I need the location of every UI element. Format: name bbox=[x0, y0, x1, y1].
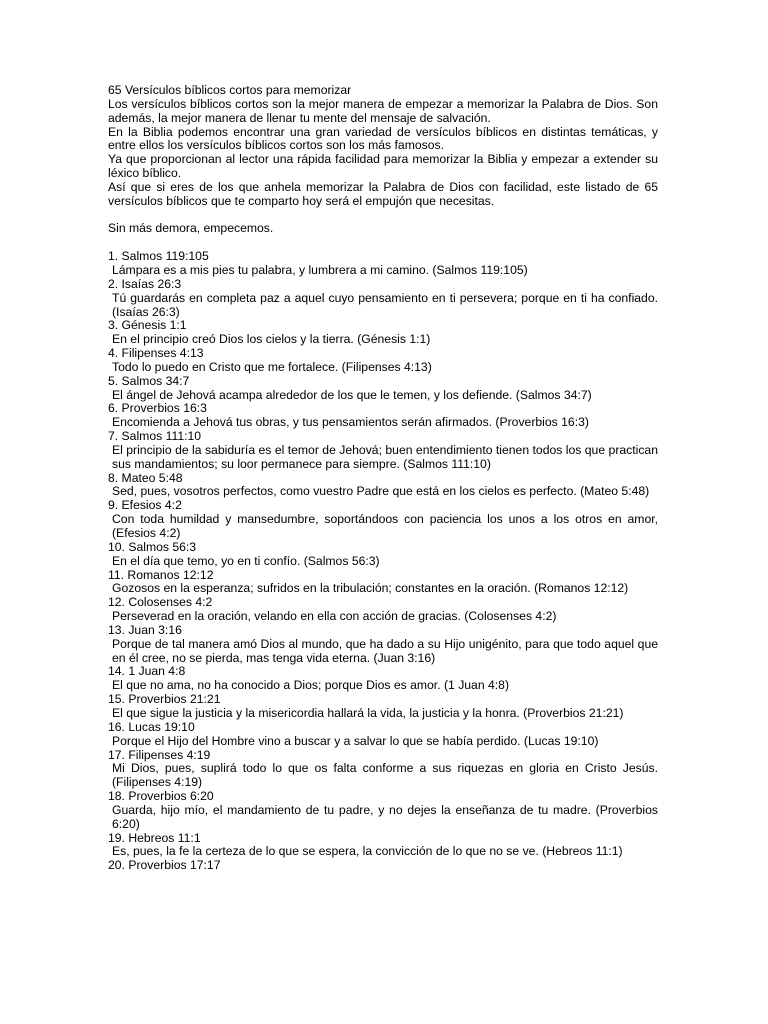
verse-reference: 10. Salmos 56:3 bbox=[108, 539, 197, 554]
intro-paragraph: Así que si eres de los que anhela memorizar la Palabra de Dios con facilidad, este listado de 65 versículos bíblicos que te comparto hoy será el empujón que necesitas. bbox=[108, 179, 658, 208]
verse-reference: 3. Génesis 1:1 bbox=[108, 318, 187, 333]
verse-text: El que sigue la justicia y la misericordia hallará la vida, la justicia y la honra. (Proverbios 21:21) bbox=[112, 705, 624, 720]
verse-reference: 18. Proverbios 6:20 bbox=[108, 789, 214, 804]
verse-text: Tú guardarás en completa paz a aquel cuyo pensamiento en ti persevera; porque en ti ha confiado. (Isaías 26:3) bbox=[112, 290, 658, 319]
verse-text: Con toda humildad y mansedumbre, soportándoos con paciencia los unos a los otros en amor, (Efesios 4:2) bbox=[112, 512, 658, 540]
lead-in: Sin más demora, empecemos. bbox=[108, 221, 274, 236]
verse-reference: 19. Hebreos 11:1 bbox=[108, 830, 201, 845]
verse-reference: 14. 1 Juan 4:8 bbox=[108, 664, 186, 679]
blank-line bbox=[108, 209, 658, 223]
verse-reference: 8. Mateo 5:48 bbox=[108, 470, 183, 485]
verse-text: Porque el Hijo del Hombre vino a buscar y a salvar lo que se había perdido. (Lucas 19:10) bbox=[112, 733, 599, 748]
intro-paragraph: Ya que proporcionan al lector una rápida facilidad para memorizar la Biblia y empezar a extender su léxico bíblico. bbox=[108, 152, 658, 181]
verse-text: El que no ama, no ha conocido a Dios; porque Dios es amor. (1 Juan 4:8) bbox=[112, 678, 510, 693]
verse-reference: 15. Proverbios 21:21 bbox=[108, 692, 221, 707]
verse-reference: 2. Isaías 26:3 bbox=[108, 276, 182, 291]
intro-paragraph: Los versículos bíblicos cortos son la mejor manera de empezar a memorizar la Palabra de Dios. Son además, la mejor manera de llenar tu mente del mensaje de salvación. bbox=[108, 96, 658, 125]
verse-reference: 7. Salmos 111:10 bbox=[108, 429, 202, 444]
verse-list bbox=[108, 250, 658, 873]
verse-text: Lámpara es a mis pies tu palabra, y lumbrera a mi camino. (Salmos 119:105) bbox=[112, 262, 528, 277]
verse-reference: 20. Proverbios 17:17 bbox=[108, 858, 221, 873]
verse-reference: 11. Romanos 12:12 bbox=[108, 567, 214, 582]
verse-reference: 13. Juan 3:16 bbox=[108, 622, 182, 637]
verse-reference: 4. Filipenses 4:13 bbox=[108, 346, 204, 361]
verse-text: Mi Dios, pues, suplirá todo lo que os falta conforme a sus riquezas en gloria en Cristo Jesús. (Filipenses 4:19) bbox=[112, 761, 658, 790]
verse-reference: 9. Efesios 4:2 bbox=[108, 498, 182, 513]
verse-reference: 6. Proverbios 16:3 bbox=[108, 401, 207, 416]
verse-text: Encomienda a Jehová tus obras, y tus pensamientos serán afirmados. (Proverbios 16:3) bbox=[112, 415, 589, 430]
document-page bbox=[108, 84, 658, 873]
intro-paragraph: En la Biblia podemos encontrar una gran variedad de versículos bíblicos en distintas temáticas, y entre ellos los versículos bíblicos cortos son los más famosos. bbox=[108, 124, 658, 153]
verse-reference: 5. Salmos 34:7 bbox=[108, 373, 190, 388]
verse-text: El ángel de Jehová acampa alrededor de los que le temen, y los defiende. (Salmos 34:7) bbox=[112, 387, 592, 402]
verse-text: Perseverad en la oración, velando en ella con acción de gracias. (Colosenses 4:2) bbox=[112, 609, 557, 624]
verse-text: Gozosos en la esperanza; sufridos en la tribulación; constantes en la oración. (Romanos 12:12) bbox=[112, 581, 629, 596]
verse-text: El principio de la sabiduría es el temor de Jehová; buen entendimiento tienen todos los que practican sus mandamientos; su loor permanece para siempre. (Salmos 111:10) bbox=[112, 442, 658, 471]
verse-text: Porque de tal manera amó Dios al mundo, que ha dado a su Hijo unigénito, para que todo aquel que en él cree, no se pierda, mas tenga vida eterna. (Juan 3:16) bbox=[112, 636, 658, 665]
verse-reference: 12. Colosenses 4:2 bbox=[108, 595, 213, 610]
verse-reference: 1. Salmos 119:105 bbox=[108, 249, 209, 264]
document-title: 65 Versículos bíblicos cortos para memorizar bbox=[108, 83, 352, 97]
verse-text: Sed, pues, vosotros perfectos, como vuestro Padre que está en los cielos es perfecto. (Mateo 5:48) bbox=[112, 484, 650, 499]
blank-line bbox=[108, 236, 658, 250]
verse-text: En el día que temo, yo en ti confío. (Salmos 56:3) bbox=[112, 553, 380, 568]
verse-reference: 17. Filipenses 4:19 bbox=[108, 747, 211, 762]
verse-text: Es, pues, la fe la certeza de lo que se espera, la convicción de lo que no se ve. (Hebreos 11:1) bbox=[112, 844, 623, 859]
verse-reference: 16. Lucas 19:10 bbox=[108, 719, 195, 734]
verse-text: En el principio creó Dios los cielos y la tierra. (Génesis 1:1) bbox=[112, 332, 431, 347]
verse-text: Guarda, hijo mío, el mandamiento de tu padre, y no dejes la enseñanza de tu madre. (Proverbios 6:20) bbox=[112, 802, 658, 831]
verse-text: Todo lo puedo en Cristo que me fortalece. (Filipenses 4:13) bbox=[112, 359, 432, 374]
